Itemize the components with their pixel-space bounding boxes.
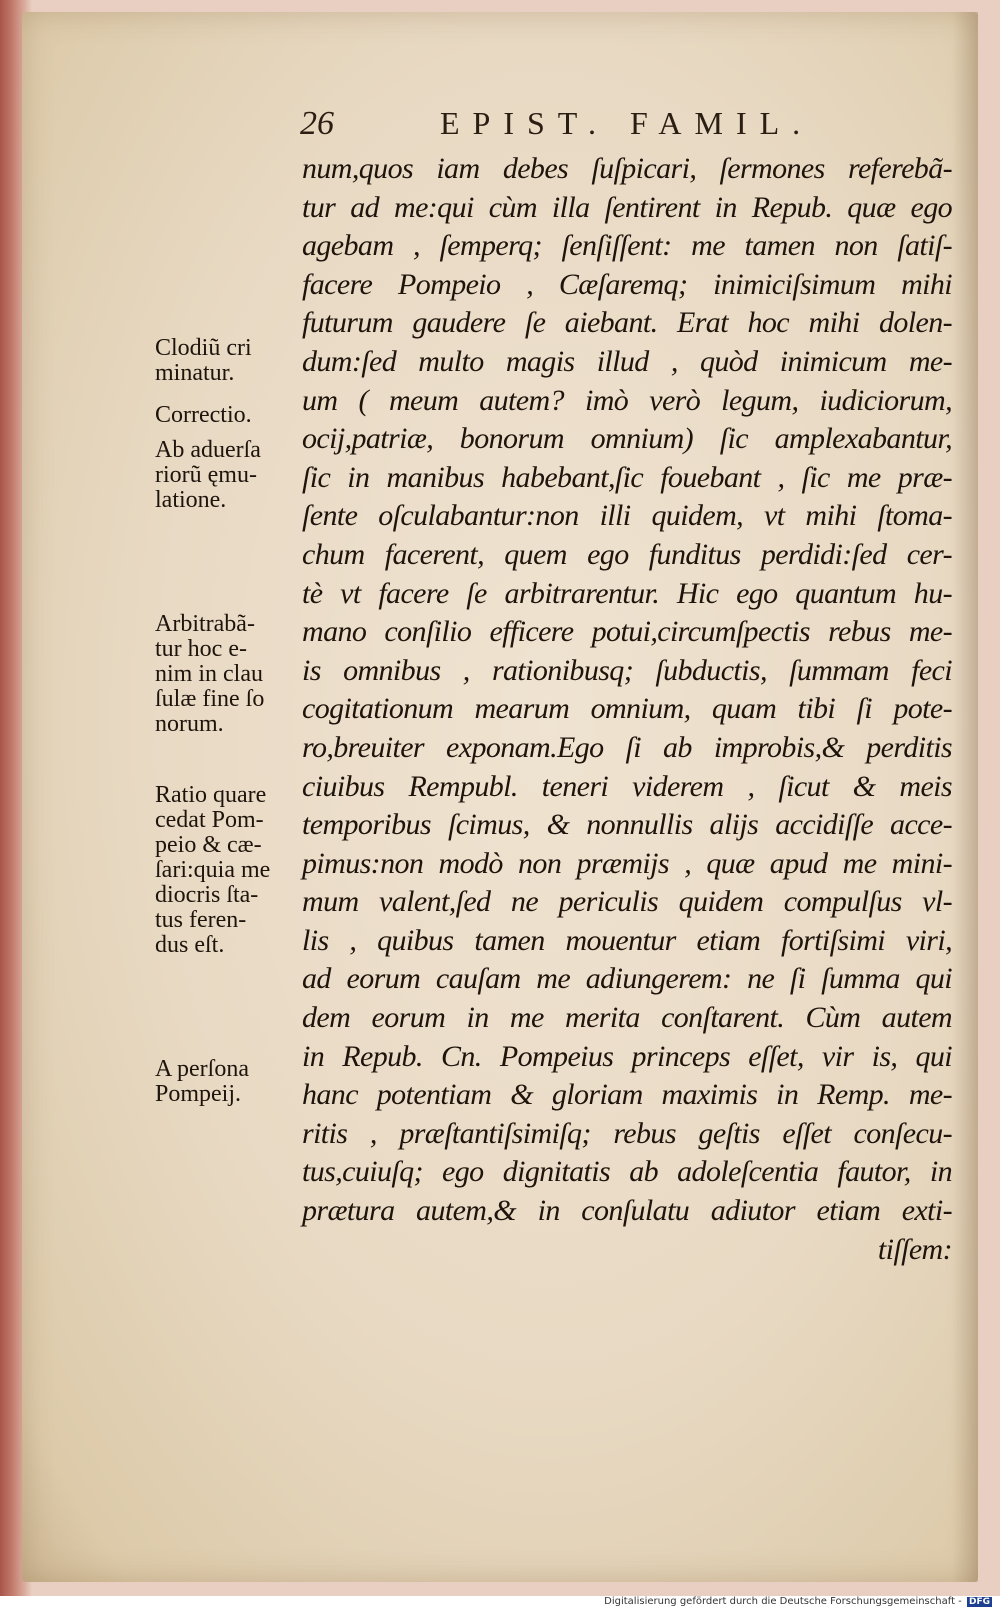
text-line: num,quos iam debes ſuſpicari, ſermones referebã-	[302, 152, 952, 185]
text-line: ritis , præſtantiſsimiſq; rebus geſtis eſſet conſecu-	[302, 1116, 952, 1150]
text-line: in Repub. Cn. Pompeius princeps eſſet, vir is, qui	[302, 1039, 952, 1073]
marginal-note	[155, 783, 305, 958]
text-line: agebam , ſemperq; ſenſiſſent: me tamen non ſatiſ-	[302, 229, 952, 263]
credit-text: Digitalisierung gefördert durch die Deutsche Forschungsgemeinschaft -	[604, 1596, 962, 1607]
marginal-note-line: nim in clau	[155, 661, 263, 687]
text-line: mum valent,ſed ne periculis quidem compulſus vl-	[302, 885, 952, 919]
marginal-note-line: ſulæ fine ſo	[155, 686, 265, 712]
text-line: hanc potentiam & gloriam maximis in Remp. me-	[302, 1078, 952, 1112]
page-number: 26	[300, 105, 334, 142]
text-line: tè vt facere ſe arbitrarentur. Hic ego quantum hu-	[302, 576, 952, 610]
text-line: facere Pompeio , Cæſaremq; inimiciſsimum mihi	[302, 267, 952, 301]
text-line: chum facerent, quem ego funditus perdidi:ſed cer-	[302, 537, 952, 571]
marginal-note-line: tur hoc e-	[155, 636, 247, 662]
marginal-note-line: norum.	[155, 711, 224, 737]
marginal-note	[155, 612, 305, 737]
marginal-note-line: cedat Pom-	[155, 807, 264, 833]
marginal-note-line: Arbitrabã-	[155, 611, 255, 637]
marginal-note-line: minatur.	[155, 360, 235, 386]
running-head	[290, 105, 850, 145]
text-line: ſic in manibus habebant,ſic fouebant , ſic me præ-	[302, 460, 952, 494]
text-line: dem eorum in me merita conſtarent. Cùm autem	[302, 1001, 952, 1035]
text-line: tus,cuiuſq; ego dignitatis ab adoleſcentia fautor, in	[302, 1155, 952, 1189]
marginal-note	[155, 403, 305, 428]
text-line: tur ad me:qui cùm illa ſentirent in Repub. quæ ego	[302, 190, 952, 224]
text-line: ſente oſculabantur:non illi quidem, vt mihi ſtoma-	[302, 499, 952, 533]
marginal-note	[155, 438, 305, 513]
marginal-note-line: Correctio.	[155, 402, 252, 428]
marginal-note-line: Ratio quare	[155, 782, 267, 808]
marginal-note-line: riorũ ęmu-	[155, 462, 257, 488]
marginal-note	[155, 336, 305, 386]
text-line: futurum gaudere ſe aiebant. Erat hoc mihi dolen-	[302, 306, 952, 340]
marginal-note	[155, 1057, 305, 1107]
text-line: is omnibus , rationibusq; ſubductis, ſummam feci	[302, 653, 952, 687]
text-line: pimus:non modò non præmijs , quæ apud me mini-	[302, 846, 952, 880]
text-line: ad eorum cauſam me adiungerem: ne ſi ſumma qui	[302, 962, 952, 996]
marginal-note-line: dus eſt.	[155, 932, 225, 958]
marginal-note-line: diocris ſta-	[155, 882, 259, 908]
text-line: lis , quibus tamen mouentur etiam fortiſsimi viri,	[302, 923, 952, 957]
marginal-note-line: A perſona	[155, 1056, 249, 1082]
marginal-note-line: Ab aduerſa	[155, 437, 261, 463]
text-line: ocij,patriæ, bonorum omnium) ſic amplexabantur,	[302, 422, 952, 456]
marginal-note-line: Pompeij.	[155, 1081, 242, 1107]
text-line: temporibus ſcimus, & nonnullis alijs accidiſſe acce-	[302, 808, 952, 842]
text-line: dum:ſed multo magis illud , quòd inimicum me-	[302, 344, 952, 378]
text-line: cogitationum mearum omnium, quam tibi ſi pote-	[302, 692, 952, 726]
text-line: prætura autem,& in conſulatu adiutor etiam exti-	[302, 1194, 952, 1228]
dfg-logo: DFG	[968, 1597, 990, 1607]
digitization-credit	[604, 1596, 992, 1607]
marginal-note-line: ſari:quia me	[155, 857, 271, 883]
text-line: tiſſem:	[877, 1232, 952, 1266]
text-line: um ( meum autem? imò verò legum, iudiciorum,	[302, 383, 952, 417]
marginal-note-line: latione.	[155, 487, 227, 513]
running-title: EPIST. FAMIL.	[440, 105, 814, 141]
body-text	[302, 150, 952, 1269]
text-line: ro,breuiter exponam.Ego ſi ab improbis,& perditis	[302, 730, 952, 764]
text-line: mano conſilio efficere potui,circumſpectis rebus me-	[302, 615, 952, 649]
marginal-note-line: Clodiũ cri	[155, 335, 252, 361]
text-line: ciuibus Rempubl. teneri viderem , ſicut & meis	[302, 769, 952, 803]
marginal-note-line: peio & cæ-	[155, 832, 262, 858]
marginal-note-line: tus feren-	[155, 907, 247, 933]
gutter-shadow	[952, 12, 978, 1582]
